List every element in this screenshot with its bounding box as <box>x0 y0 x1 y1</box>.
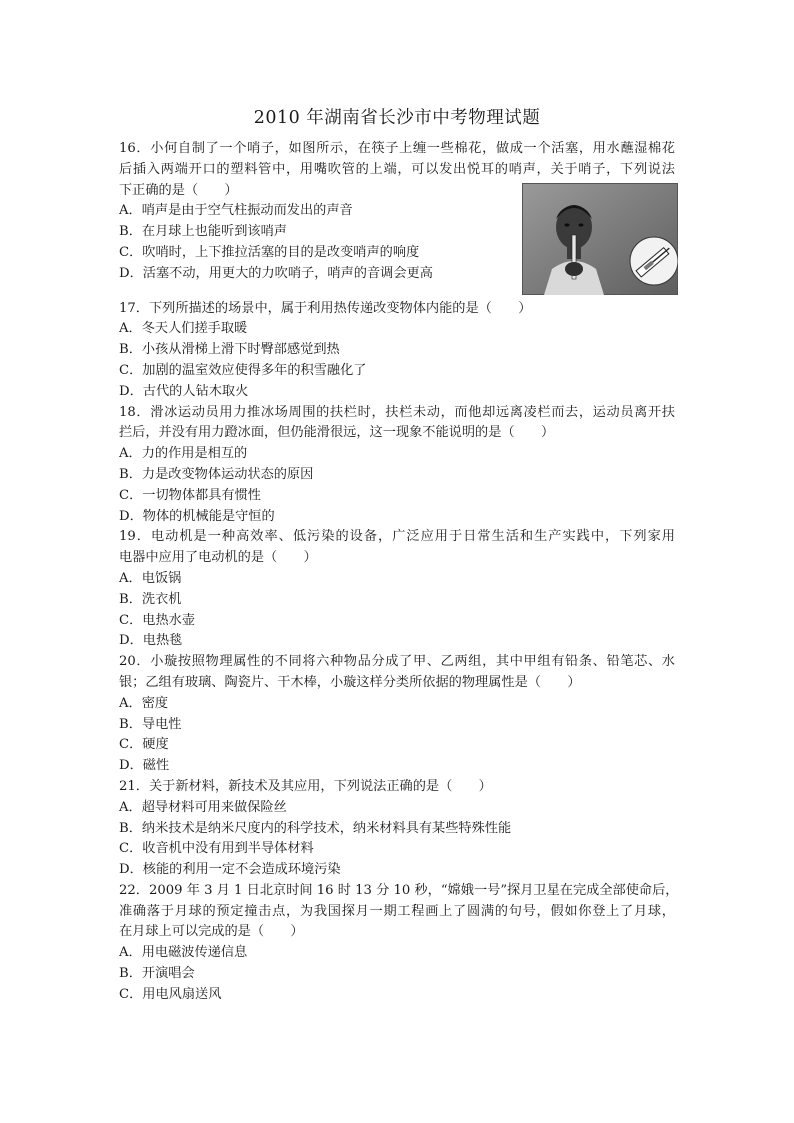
option-b: B．在月球上也能听到该哨声 <box>119 224 287 240</box>
option-b: B．力是改变物体运动状态的原因 <box>119 466 314 482</box>
option-b: B．开演唱会 <box>119 966 195 982</box>
option-d: D．磁性 <box>119 758 170 774</box>
question-stem-line: 准确落于月球的预定撞击点，为我国探月一期工程画上了圆满的句号，假如你登上了月球， <box>119 903 675 919</box>
question-stem-line: 下正确的是（ ） <box>119 182 238 198</box>
option-d: D．物体的机械能是守恒的 <box>119 508 275 524</box>
option-c: C．收音机中没有用到半导体材料 <box>119 841 314 857</box>
page-title: 2010 年湖南省长沙市中考物理试题 <box>253 108 541 128</box>
boy-blowing-whistle-photo <box>522 183 678 295</box>
option-c: C．硬度 <box>119 737 169 753</box>
question-stem-line: 22．2009 年 3 月 1 日北京时间 16 时 13 分 10 秒，“嫦娥一号”探月卫星在完成全部使命后， <box>119 882 679 898</box>
question-20 <box>119 652 675 777</box>
option-a: A．用电磁波传递信息 <box>119 945 248 961</box>
question-stem-line: 拦后，并没有用力蹬冰面，但仍能滑很远，这一现象不能说明的是（ ） <box>119 425 555 441</box>
option-c: C．加剧的温室效应使得多年的积雪融化了 <box>119 362 367 378</box>
question-19 <box>119 527 675 652</box>
option-d: D．活塞不动，用更大的力吹哨子，哨声的音调会更高 <box>119 265 433 281</box>
question-stem-line: 18．滑冰运动员用力推冰场周围的扶栏时，扶栏未动，而他却远离凌栏而去，运动员离开扶 <box>119 404 675 420</box>
option-d: D．古代的人钻木取火 <box>119 383 249 399</box>
option-c: C．电热水壶 <box>119 612 196 628</box>
question-stem-line: 后插入两端开口的塑料管中，用嘴吹管的上端，可以发出悦耳的哨声，关于哨子，下列说法 <box>119 161 675 177</box>
option-a: A．冬天人们搓手取暖 <box>119 321 248 337</box>
option-b: B．小孩从滑梯上滑下时臀部感觉到热 <box>119 342 340 358</box>
question-stem-line: 电器中应用了电动机的是（ ） <box>119 550 317 566</box>
question-stem-line: 在月球上可以完成的是（ ） <box>119 924 304 940</box>
photo-drawing <box>522 183 678 295</box>
option-b: B．导电性 <box>119 716 182 732</box>
question-18 <box>119 403 675 528</box>
option-a: A．力的作用是相互的 <box>119 446 248 462</box>
question-21 <box>119 777 675 881</box>
option-d: D．核能的利用一定不会造成环境污染 <box>119 862 341 878</box>
question-stem-line: 21．关于新材料，新技术及其应用，下列说法正确的是（ ） <box>119 778 492 794</box>
option-b: B．洗衣机 <box>119 591 182 607</box>
option-d: D．电热毯 <box>119 633 183 649</box>
option-a: A．哨声是由于空气柱振动而发出的声音 <box>119 203 353 219</box>
question-stem-line: 16．小何自制了一个哨子，如图所示，在筷子上缠一些棉花，做成一个活塞，用水蘸湿棉花 <box>119 141 675 156</box>
question-stem-line: 银；乙组有玻璃、陶瓷片、干木棒，小璇这样分类所依据的物理属性是（ ） <box>119 674 581 690</box>
question-17 <box>119 299 675 403</box>
option-c: C．用电风扇送风 <box>119 986 222 1002</box>
question-stem-line: 19．电动机是一种高效率、低污染的设备，广泛应用于日常生活和生产实践中，下列家用 <box>119 529 675 545</box>
option-a: A．密度 <box>119 695 169 711</box>
option-b: B．纳米技术是纳米尺度内的科学技术，纳米材料具有某些特殊性能 <box>119 820 512 836</box>
question-stem-line: 17．下列所描述的场景中，属于利用热传递改变物体内能的是（ ） <box>119 300 532 316</box>
question-stem-line: 20．小璇按照物理属性的不同将六种物品分成了甲、乙两组，其中甲组有铅条、铅笔芯、水 <box>119 654 675 670</box>
option-a: A．电饭锅 <box>119 570 182 586</box>
option-c: C．一切物体都具有惯性 <box>119 487 261 503</box>
question-22 <box>119 881 679 1006</box>
option-a: A．超导材料可用来做保险丝 <box>119 799 287 815</box>
option-c: C．吹哨时，上下推拉活塞的目的是改变哨声的响度 <box>119 244 420 260</box>
